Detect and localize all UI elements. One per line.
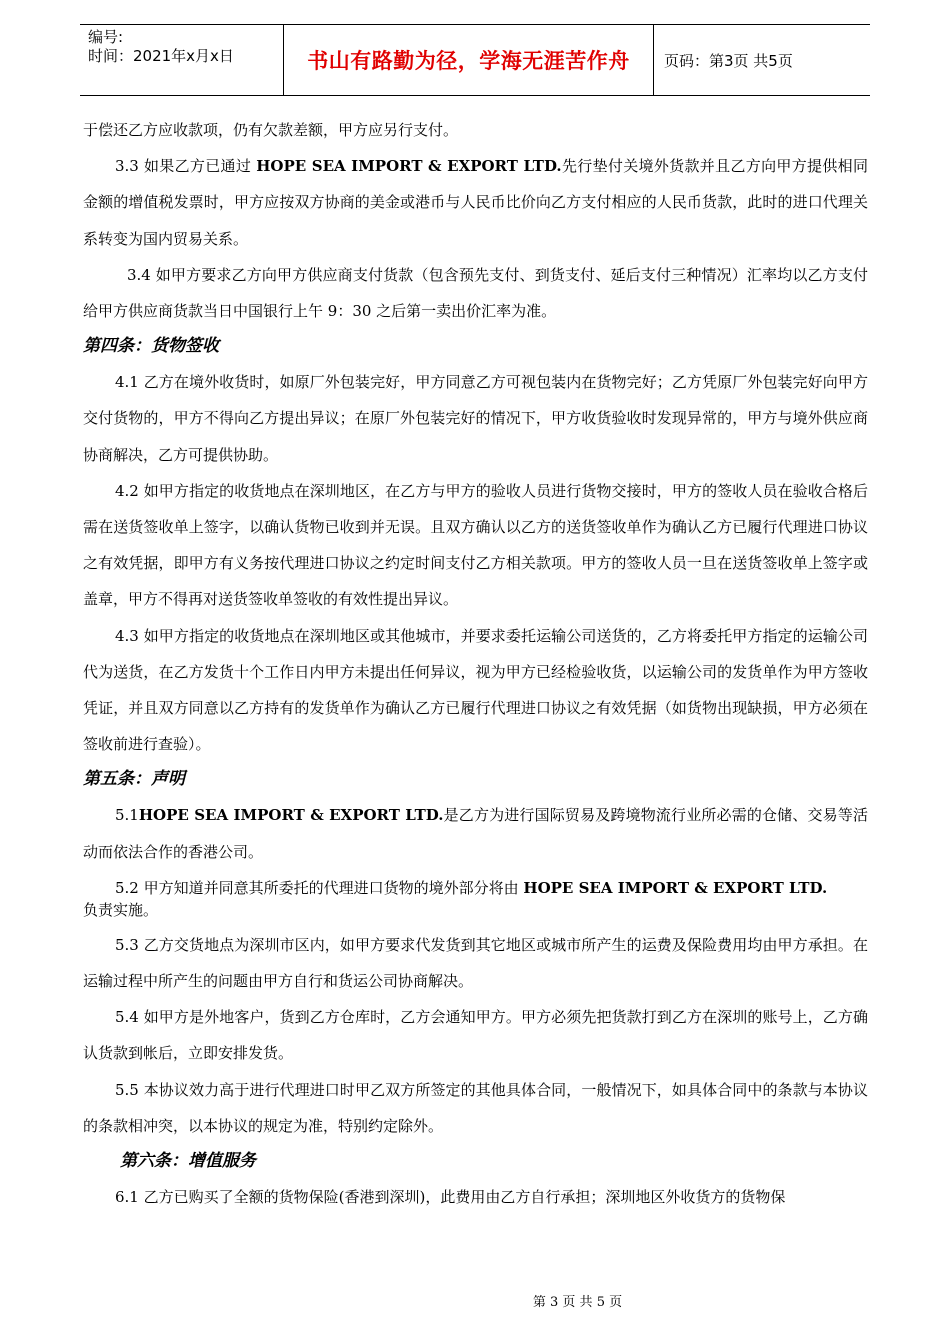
- clause-3-3: 3.3 如果乙方已通过 HOPE SEA IMPORT & EXPORT LTD.先行垫付关境外货款并且乙方向甲方提供相同金额的增值税发票时，甲方应按双方协商的美金或港币与人民币比价向乙方支付相应的人民币货款，此时的进口代理关系转变为国内贸易关系。: [83, 157, 868, 248]
- article-4-heading: 第四条：货物签收: [83, 336, 219, 357]
- document-time: 时间：2021年x月x日: [88, 47, 234, 65]
- header-page-info: 页码：第3页 共5页: [664, 51, 793, 70]
- clause-5-4: 5.4 如甲方是外地客户，货到乙方仓库时，乙方会通知甲方。甲方必须先把货款打到乙方在深圳的账号上，乙方确认货款到帐后，立即安排发货。: [83, 1008, 868, 1063]
- article-6-heading: 第六条：增值服务: [120, 1151, 256, 1172]
- document-body: [83, 112, 868, 1215]
- paragraph-continuation: 于偿还乙方应收款项，仍有欠款差额，甲方应另行支付。: [83, 121, 459, 139]
- clause-5-2: 5.2 甲方知道并同意其所委托的代理进口货物的境外部分将由 HOPE SEA IMPORT & EXPORT LTD. 负责实施。: [83, 878, 828, 919]
- company-name: HOPE SEA IMPORT & EXPORT LTD.: [256, 157, 562, 176]
- header-meta: [80, 25, 283, 95]
- article-5-heading: 第五条：声明: [83, 769, 185, 790]
- document-number-label: 编号:: [88, 28, 124, 46]
- page-footer: 第 3 页 共 5 页: [532, 1295, 623, 1310]
- header-motto: 书山有路勤为径，学海无涯苦作舟: [283, 25, 654, 95]
- clause-5-5: 5.5 本协议效力高于进行代理进口时甲乙双方所签定的其他具体合同，一般情况下，如具体合同中的条款与本协议的条款相冲突，以本协议的规定为准，特别约定除外。: [83, 1080, 868, 1135]
- clause-4-1: 4.1 乙方在境外收货时，如原厂外包装完好，甲方同意乙方可视包装内在货物完好；乙方凭原厂外包装完好向甲方交付货物的，甲方不得向乙方提出异议；在原厂外包装完好的情况下，甲方收货验收时发现异常的，甲方与境外供应商协商解决，乙方可提供协助。: [83, 373, 868, 464]
- clause-4-3: 4.3 如甲方指定的收货地点在深圳地区或其他城市，并要求委托运输公司送货的，乙方将委托甲方指定的运输公司代为送货，在乙方发货十个工作日内甲方未提出任何异议，视为甲方已经检验收货，以运输公司的发货单作为甲方签收凭证，并且双方同意以乙方持有的发货单作为确认乙方已履行代理进口协议之有效凭据（如货物出现缺损，甲方必须在签收前进行查验）。: [83, 626, 868, 754]
- company-name: HOPE SEA IMPORT & EXPORT LTD.: [138, 806, 444, 825]
- page-header: [80, 24, 870, 96]
- clause-5-3: 5.3 乙方交货地点为深圳市区内，如甲方要求代发货到其它地区或城市所产生的运费及保险费用均由甲方承担。在运输过程中所产生的问题由甲方自行和货运公司协商解决。: [83, 935, 868, 991]
- company-name: HOPE SEA IMPORT & EXPORT LTD.: [523, 878, 828, 897]
- clause-6-1: 6.1 乙方已购买了全额的货物保险(香港到深圳)，此费用由乙方自行承担；深圳地区外收货方的货物保: [115, 1188, 786, 1207]
- clause-4-2: 4.2 如甲方指定的收货地点在深圳地区，在乙方与甲方的验收人员进行货物交接时，甲方的签收人员在验收合格后需在送货签收单上签字，以确认货物已收到并无误。且双方确认以乙方的送货签收单作为确认乙方已履行代理进口协议之有效凭据，即甲方有义务按代理进口协议之约定时间支付乙方相关款项。甲方的签收人员一旦在送货签收单上签字或盖章，甲方不得再对送货签收单签收的有效性提出异议。: [83, 481, 868, 609]
- clause-3-4: 3.4 如甲方要求乙方向甲方供应商支付货款（包含预先支付、到货支付、延后支付三种情况）汇率均以乙方支付给甲方供应商货款当日中国银行上午 9：30 之后第一卖出价汇率为准。: [83, 265, 868, 321]
- clause-5-1: 5.1HOPE SEA IMPORT & EXPORT LTD.是乙方为进行国际贸易及跨境物流行业所必需的仓储、交易等活动而依法合作的香港公司。: [83, 806, 868, 861]
